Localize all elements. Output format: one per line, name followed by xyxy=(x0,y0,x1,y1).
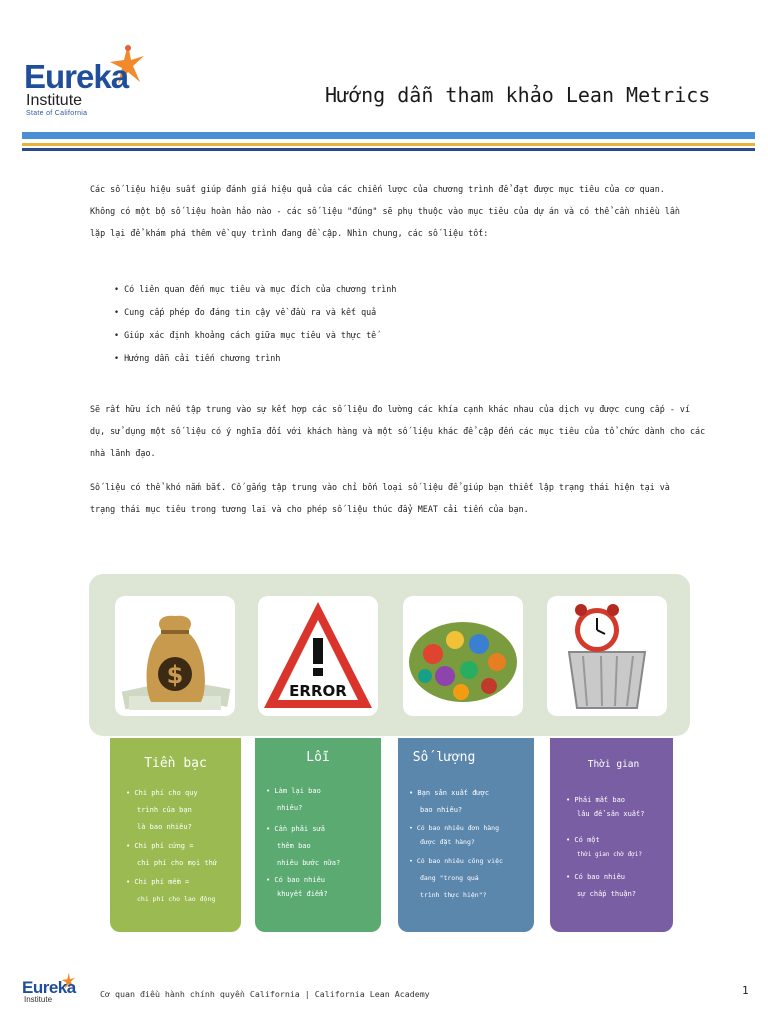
four-metrics-paragraph xyxy=(90,476,670,520)
svg-text:$: $ xyxy=(166,661,184,689)
eureka-logo xyxy=(22,42,162,122)
page-number: 1 xyxy=(742,984,749,997)
card-item: • Phải mất bao lâu để sản xuất? xyxy=(566,796,645,818)
money-bag-image xyxy=(115,596,235,716)
numbers-pile-image xyxy=(403,596,523,716)
logo-wordmark: Eureka xyxy=(24,58,129,95)
header-stripes xyxy=(22,132,755,151)
footer-logo-institute: Institute xyxy=(24,995,53,1004)
good-metrics-list xyxy=(114,278,396,370)
card-title: Tiền bạc xyxy=(144,756,207,771)
card-item: • Chi phí mềm = chi phí cho lao động xyxy=(126,878,216,903)
paragraph-line: nhà lãnh đạo. xyxy=(90,448,156,458)
card-list xyxy=(409,785,503,904)
card-title: Lỗi xyxy=(306,750,330,765)
card-quantity xyxy=(398,738,534,932)
intro-line: lặp lại để khám phá thêm về quy trình đang đề cập. Nhìn chung, các số liệu tốt: xyxy=(90,228,489,238)
paragraph-line: dụ, sử dụng một số liệu có ý nghĩa đối với khách hàng và một số liệu khác để cập đến các mục tiêu của tổ chức dành cho các xyxy=(90,426,706,436)
paragraph-line: Số liệu có thể khó nắm bắt. Cố gắng tập trung vào chỉ bốn loại số liệu để giúp bạn thiết lập trạng thái hiện tại và xyxy=(90,482,670,492)
combination-paragraph xyxy=(90,398,706,464)
card-item: • Chi phí cho quy trình của bạn là bao nhiêu? xyxy=(126,789,198,831)
card-title: Thời gian xyxy=(587,759,640,770)
footer-text: Cơ quan điều hành chính quyền California | California Lean Academy xyxy=(100,989,430,999)
paragraph-line: trạng thái mục tiêu trong tương lai và cho phép số liệu thúc đẩy MEAT cải tiến của bạn. xyxy=(90,504,529,514)
card-list xyxy=(266,783,340,902)
stripe-blue xyxy=(22,132,755,139)
intro-line: Không có một bộ số liệu hoàn hảo nào - các số liệu "đúng" sẽ phụ thuộc vào mục tiêu của dự án và có thể cần nhiều lần xyxy=(90,206,680,216)
footer-logo xyxy=(22,972,84,1006)
list-item: • Cung cấp phép đo đáng tin cậy về đầu ra và kết quả xyxy=(114,307,377,317)
card-item: • Có bao nhiêu khuyết điểm? xyxy=(266,876,328,898)
card-time xyxy=(550,738,673,932)
list-item: • Giúp xác định khoảng cách giữa mục tiêu và thực tế xyxy=(114,330,377,340)
footer-logo-wordmark: Eureka xyxy=(22,978,76,997)
card-item: • Làm lại bao nhiêu? xyxy=(266,787,321,812)
list-item: • Có liên quan đến mục tiêu và mục đích của chương trình xyxy=(114,284,397,294)
card-item: • Có bao nhiêu công việc đang "trong quá trình thực hiện"? xyxy=(409,857,503,899)
stripe-navy xyxy=(22,148,755,151)
card-item: • Có bao nhiêu sự chấp thuận? xyxy=(566,873,637,898)
logo-state: State of California xyxy=(26,110,88,117)
card-item: • Có bao nhiêu đơn hàng được đặt hàng? xyxy=(409,824,500,846)
card-item: • Bạn sản xuất được bao nhiêu? xyxy=(409,789,490,814)
intro-line: Các số liệu hiệu suất giúp đánh giá hiệu quả của các chiến lược của chương trình để đạt được mục tiêu của cơ quan. xyxy=(90,184,665,194)
card-item: • Có một thời gian chờ đợi? xyxy=(566,836,643,858)
error-sign-image xyxy=(258,596,378,716)
intro-paragraph xyxy=(90,178,680,244)
alarm-clock-trash-image xyxy=(547,596,667,716)
document-title: Hướng dẫn tham khảo Lean Metrics xyxy=(325,83,711,107)
card-errors xyxy=(255,738,381,932)
card-list xyxy=(126,785,217,908)
card-money xyxy=(110,738,241,932)
card-list xyxy=(566,793,644,903)
card-title: Số lượng xyxy=(412,750,476,765)
logo-institute: Institute xyxy=(26,92,83,109)
paragraph-line: Sẽ rất hữu ích nếu tập trung vào sự kết hợp các số liệu đo lường các khía cạnh khác nhau của dịch vụ được cung cấp - ví xyxy=(90,404,691,414)
card-item: • Chi phí cứng = chi phí cho mọi thứ xyxy=(126,842,218,867)
list-item: • Hướng dẫn cải tiến chương trình xyxy=(114,353,281,363)
card-item: • Cần phải sửa thêm bao nhiêu bước nữa? xyxy=(266,825,341,867)
error-sign-label: ERROR xyxy=(289,682,347,700)
